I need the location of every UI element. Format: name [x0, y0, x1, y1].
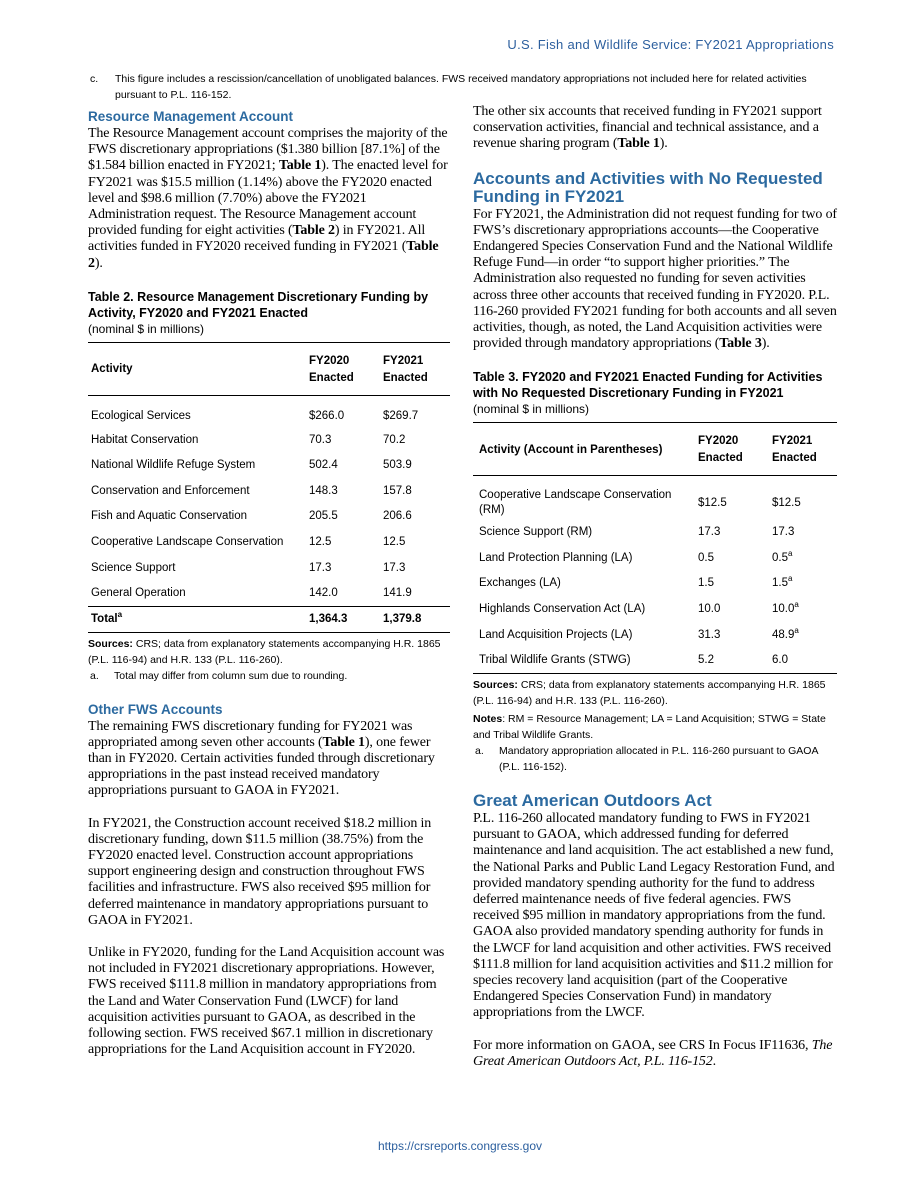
cell-fy2020: 148.3	[309, 484, 338, 497]
table-row	[473, 571, 837, 597]
cell-fy2021: 157.8	[383, 484, 412, 497]
table-1-ref: Table 1	[278, 158, 322, 174]
cell-fy2021: 503.9	[383, 459, 412, 472]
col-header-fy2021: FY2021 Enacted	[380, 342, 450, 395]
text-run: ), one fewer than in FY2020. Certain activities funded through discretionary appropriations in the past instead received mandatory appropriations pursuant to GAOA in FY2021.	[88, 734, 435, 799]
note-marker: a.	[475, 745, 484, 757]
text-run: The remaining FWS discretionary funding for FY2021 was appropriated among seven other accounts (	[88, 718, 413, 750]
cell-fy2020: 0.5	[698, 551, 714, 564]
table-2-ref: Table 2	[88, 239, 439, 271]
notes-text: : RM = Resource Management; LA = Land Acquisition; STWG = State and Tribal Wildlife Grants.	[473, 713, 826, 741]
cell-fy2021: 12.5	[383, 536, 406, 548]
cell-value: 48.9	[772, 628, 795, 641]
cell-fy2020: 502.4	[309, 459, 338, 472]
table-row	[88, 427, 450, 453]
cell-value: 1.5	[772, 577, 788, 590]
cell-fy2020: $266.0	[309, 410, 345, 423]
text-run: ) in FY2021. All activities funded in FY2020 received funding in FY2021 (	[88, 223, 426, 255]
left-column	[88, 108, 450, 1058]
cell-activity: Tribal Wildlife Grants (STWG)	[473, 648, 695, 674]
table-row	[88, 395, 450, 427]
table-total-row	[88, 606, 450, 632]
cell-fy2021: 141.9	[383, 586, 412, 599]
cell-fy2021	[769, 648, 837, 674]
cell-activity: Fish and Aquatic Conservation	[91, 510, 247, 523]
cell-activity: Land Acquisition Projects (LA)	[479, 628, 633, 641]
note-text: Mandatory appropriation allocated in P.L. 116-260 pursuant to GAOA (P.L. 116-152).	[499, 745, 818, 773]
cell-value: 17.3	[772, 526, 795, 539]
notes-label: Notes	[473, 713, 503, 725]
text-run: ).	[659, 136, 668, 152]
cell-activity: Science Support	[91, 561, 176, 574]
note-text: Total may differ from column sum due to rounding.	[114, 669, 348, 682]
table-3-sources	[473, 677, 837, 709]
table-row	[88, 530, 450, 556]
cell-activity: Highlands Conservation Act (LA)	[479, 603, 646, 616]
sources-text: CRS; data from explanatory statements accompanying H.R. 1865 (P.L. 116-94) and H.R. 133 (P.L. 116-260).	[88, 637, 441, 666]
table-3-notes	[473, 711, 837, 743]
footnote-marker: c.	[90, 73, 99, 85]
cell-footnote-marker: a	[788, 549, 793, 558]
cell-total-label	[88, 606, 306, 632]
table-3-ref: Table 3	[719, 336, 762, 352]
total-footnote-marker: a	[117, 609, 123, 619]
table-3	[473, 422, 837, 674]
cell-fy2021	[769, 622, 837, 648]
table-row	[88, 581, 450, 607]
cell-fy2021	[769, 571, 837, 597]
table-row	[88, 453, 450, 479]
cell-fy2020: 12.5	[309, 536, 332, 548]
table-2-ref: Table 2	[292, 223, 335, 239]
col-header-fy2021: FY2021 Enacted	[769, 423, 837, 476]
cell-activity: Conservation and Enforcement	[91, 484, 250, 497]
col-header-fy2020: FY2020 Enacted	[695, 423, 769, 476]
cell-total-fy2021: 1,379.8	[380, 606, 450, 632]
total-label: Total	[91, 612, 118, 625]
cell-fy2020: 1.5	[698, 577, 714, 590]
table-2	[88, 342, 450, 633]
cell-footnote-marker: a	[788, 574, 793, 584]
other-fws-paragraph-2: In FY2021, the Construction account received $18.2 million in discretionary funding, down $11.5 million (38.75%) from the FY2020 enacted level. Construction account appropriations support engineering design and construction throughout FWS facilities and infrastructure. FWS also received $95 million for deferred maintenance in mandatory appropriations pursuant to GAOA in FY2021.	[88, 815, 432, 928]
text-run: ).	[761, 336, 770, 352]
cell-fy2021: 206.6	[383, 510, 412, 523]
text-run: For FY2021, the Administration did not request funding for two of FWS’s discretionary appropriations accounts—the Cooperative Endangered Species Conservation Fund and the National Wildlife Refuge Fund—in order “to support higher priorities.” The Administration also requested no funding for seven activities across three other accounts that received funding in FY2020. P.L. 116-260 provided FY2021 funding for both accounts and all seven activities, though, as noted, the Land Acquisition activities were provided through mandatory appropriations (	[473, 206, 837, 352]
no-requested-funding-heading: Accounts and Activities with No Requested Funding in FY2021	[473, 168, 823, 206]
text-run: The other six accounts that received funding in FY2021 support conservation activities, financial and technical assistance, and a revenue sharing program (	[473, 104, 822, 152]
footnote-c	[90, 71, 830, 103]
table-3-note	[473, 743, 837, 775]
other-fws-paragraph-1	[88, 719, 450, 800]
cell-fy2020: 142.0	[309, 586, 338, 599]
other-accounts-paragraph	[473, 104, 837, 153]
cell-fy2020: 17.3	[309, 561, 332, 574]
right-column	[473, 104, 837, 1070]
cell-activity: Ecological Services	[91, 410, 191, 423]
table-row	[473, 520, 837, 546]
cell-activity: Cooperative Landscape Conservation (RM)	[479, 489, 672, 517]
table-2-caption: Table 2. Resource Management Discretionary Funding by Activity, FY2020 and FY2021 Enacted	[88, 289, 429, 320]
table-row	[88, 555, 450, 581]
sources-label: Sources:	[473, 679, 518, 691]
text-run: ). The enacted level for FY2021 was $15.5 million (1.14%) above the FY2020 enacted level and $98.6 million (7.70%) above the FY2021 Administration request. The Resource Management account provided funding for eight activities (	[88, 158, 448, 239]
cell-footnote-marker: a	[794, 625, 799, 635]
table-2-note	[88, 668, 450, 684]
sources-label: Sources:	[88, 637, 133, 650]
other-fws-paragraph-3: Unlike in FY2020, funding for the Land Acquisition account was not included in FY2021 discretionary appropriations. However, FWS received $111.8 million in mandatory appropriations from the Land and Water Conservation Fund (LWCF) for land acquisition activities pursuant to GAOA, as described in the following section. FWS received $67.1 million in discretionary appropriations for the Land Acquisition account in FY2020.	[88, 945, 445, 1058]
cell-value: 0.5	[772, 551, 788, 564]
footer-link[interactable]: https://crsreports.congress.gov	[377, 1139, 543, 1153]
table-row	[473, 648, 837, 674]
cell-fy2021	[769, 476, 837, 520]
table-header-row	[88, 342, 450, 395]
cell-fy2020: 5.2	[695, 648, 769, 674]
text-run: .	[712, 1053, 716, 1069]
cell-fy2020: $12.5	[698, 496, 727, 509]
resource-management-heading: Resource Management Account	[88, 109, 294, 124]
cell-fy2021: 70.2	[383, 433, 406, 446]
running-header: U.S. Fish and Wildlife Service: FY2021 Appropriations	[507, 37, 834, 52]
gaoa-paragraph-1: P.L. 116-260 allocated mandatory funding to FWS in FY2021 pursuant to GAOA, which addressed funding for deferred maintenance and land acquisition. The act established a new fund, the National Parks and Public Land Legacy Restoration Fund, and provided mandatory spending authority for the fund to address deferred maintenance needs of five federal agencies. FWS received $95 million in mandatory appropriations from the fund. GAOA also provided mandatory spending authority for funds in the LWCF for land acquisition and other activities. FWS received $111.8 million for land acquisition activities and $11.2 million for species recovery land acquisition (part of the Cooperative Endangered Species Conservation Fund) in mandatory appropriations from the LWCF.	[473, 811, 835, 1021]
cell-fy2020: 70.3	[309, 433, 332, 446]
col-header-fy2020: FY2020 Enacted	[306, 342, 380, 395]
cell-activity: Land Protection Planning (LA)	[479, 551, 633, 564]
cell-footnote-marker: a	[794, 600, 799, 610]
cell-activity: National Wildlife Refuge System	[91, 459, 256, 472]
col-header-activity: Activity (Account in Parentheses)	[473, 423, 695, 476]
report-title: The Great American Outdoors Act, P.L. 116-152	[473, 1037, 833, 1069]
cell-value: $12.5	[772, 496, 801, 509]
table-row	[473, 622, 837, 648]
table-row	[88, 479, 450, 505]
cell-activity: Cooperative Landscape Conservation	[91, 536, 284, 548]
other-fws-accounts-heading: Other FWS Accounts	[88, 701, 223, 717]
table-row	[473, 546, 837, 572]
text-run: The Resource Management account comprises the majority of the FWS discretionary appropriations ($1.380 billion [87.1%] of the $1.584 billion enacted in FY2021;	[88, 126, 448, 174]
table-1-ref: Table 1	[617, 136, 660, 152]
sources-text: CRS; data from explanatory statements accompanying H.R. 1865 (P.L. 116-94) and H.R. 133 (P.L. 116-260).	[473, 679, 826, 707]
table-1-ref: Table 1	[322, 734, 365, 750]
note-marker: a.	[90, 669, 99, 682]
cell-activity: Exchanges (LA)	[479, 577, 561, 590]
table-3-caption: Table 3. FY2020 and FY2021 Enacted Funding for Activities with No Requested Discretionary Funding in FY2021	[473, 370, 823, 401]
cell-activity: General Operation	[91, 586, 186, 599]
resource-management-paragraph	[88, 126, 450, 272]
gaoa-heading: Great American Outdoors Act	[473, 791, 712, 810]
cell-activity: Habitat Conservation	[91, 433, 199, 446]
cell-fy2021: 17.3	[383, 561, 406, 574]
footnote-text: This figure includes a rescission/cancellation of unobligated balances. FWS received mandatory appropriations not included here for related activities pursuant to P.L. 116-152.	[115, 73, 807, 101]
text-run: For more information on GAOA, see CRS In Focus IF11636,	[473, 1037, 812, 1053]
cell-fy2021	[769, 546, 837, 572]
table-row	[473, 597, 837, 623]
cell-fy2020: 10.0	[698, 603, 721, 616]
cell-fy2020: 17.3	[698, 526, 721, 539]
no-requested-funding-paragraph	[473, 207, 837, 353]
table-row	[473, 476, 837, 520]
text-run: ).	[94, 255, 103, 271]
cell-value: 6.0	[772, 653, 788, 666]
cell-fy2020: 205.5	[309, 510, 338, 523]
table-row	[88, 504, 450, 530]
cell-fy2020: 31.3	[698, 628, 721, 641]
cell-value: 10.0	[772, 603, 795, 616]
cell-fy2021: $269.7	[383, 410, 419, 423]
col-header-activity: Activity	[88, 342, 306, 395]
table-2-subcaption: (nominal $ in millions)	[88, 321, 205, 336]
cell-fy2021	[769, 597, 837, 623]
gaoa-paragraph-2	[473, 1038, 837, 1070]
table-2-sources	[88, 636, 450, 668]
table-3-subcaption: (nominal $ in millions)	[473, 402, 590, 417]
cell-total-fy2020: 1,364.3	[306, 606, 380, 632]
cell-activity: Science Support (RM)	[479, 526, 593, 539]
cell-fy2021	[769, 520, 837, 546]
table-header-row	[473, 423, 837, 476]
